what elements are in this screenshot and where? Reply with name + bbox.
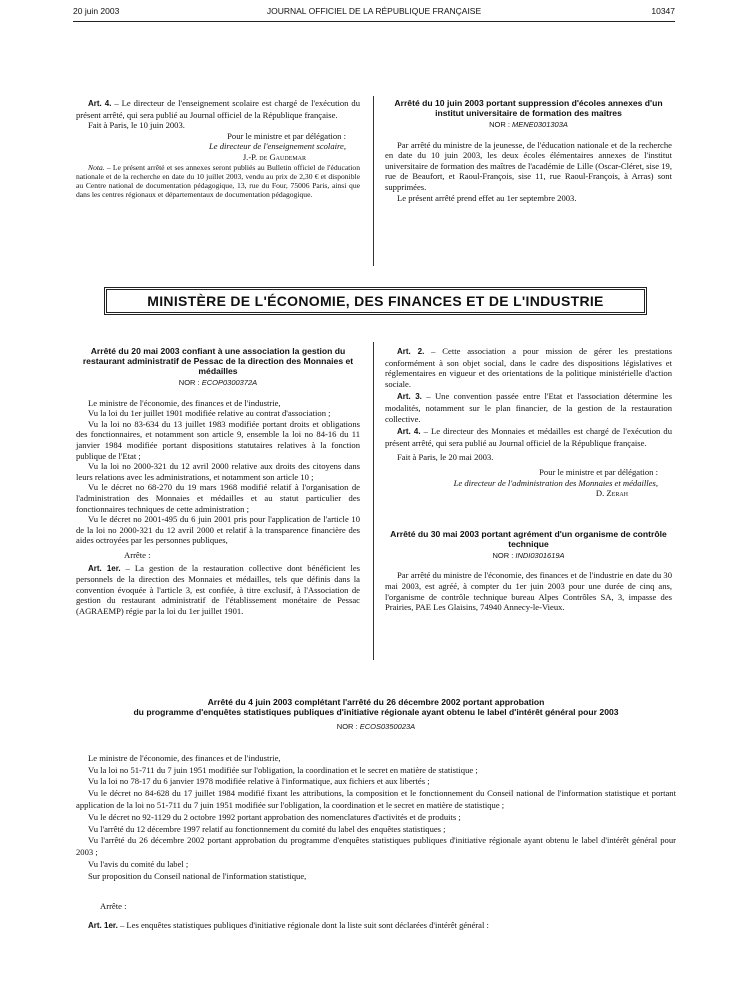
decree-paragraph: Vu la loi no 83-634 du 13 juillet 1983 modifiée portant droits et obligations des fonctionnaires, et notamment son article 9, ensemble la loi no 84-16 du 11 janvier 1984 modifiée portant dispositions statutaires relatives à la fonction publique de l'Etat ;	[76, 418, 360, 461]
article-text: – La gestion de la restauration collective dont bénéficient les personnels de la direction des Monnaies et médailles, tels que définis dans la convention évoquée à l'article 3, est confiée, à titre exclusif, à l'Association de gestion du restaurant administratif de l'établissement monétaire de Pessac (AGRAEMP) régie par la loi du 1er juillet 1901.	[76, 562, 360, 616]
signature-line: Pour le ministre et par délégation :	[227, 130, 346, 141]
signature-line: Pour le ministre et par délégation :	[539, 466, 658, 477]
decree-paragraph: Vu la loi no 78-17 du 6 janvier 1978 modifiée relative à l'informatique, aux fichiers et aux libertés ;	[88, 776, 430, 787]
decree-paragraph: Par arrêté du ministre de la jeunesse, de l'éducation nationale et de la recherche en date du 10 juin 2003, les deux écoles élémentaires annexes de l'institut universitaire de formation des maîtres de l'académie de Lille (Oscar-Cléret, sise 19, rue de Beaufort, et Raoul-François, sise 11, rue Raoul-François, à Arras) sont supprimées.	[385, 139, 672, 192]
decree-paragraph: Vu l'avis du comité du label ;	[88, 858, 189, 869]
done-at: Fait à Paris, le 10 juin 2003.	[88, 120, 185, 131]
decree-paragraph: Vu l'arrêté du 26 décembre 2002 portant approbation du programme d'enquêtes statistiques publiques d'initiative régionale ayant obtenu le label d'intérêt général pour 2003 ;	[76, 835, 676, 858]
done-at: Fait à Paris, le 20 mai 2003.	[397, 452, 494, 463]
decree-title: Arrêté du 10 juin 2003 portant suppression d'écoles annexes d'un institut universitaire de formation des maîtres	[394, 98, 663, 118]
mid-left-column	[76, 346, 360, 616]
article-label: Art. 3.	[397, 392, 422, 402]
decree-title-line: Arrêté du 4 juin 2003 complétant l'arrêté du 26 décembre 2002 portant approbation	[207, 697, 545, 707]
decree-paragraph: Sur proposition du Conseil national de l'information statistique,	[88, 870, 307, 881]
page-header	[73, 6, 675, 22]
nota-label: Nota.	[88, 162, 105, 172]
article-label: Art. 4.	[88, 99, 112, 108]
article-label: Art. 1er.	[88, 921, 118, 931]
decree-paragraph: Vu la loi no 51-711 du 7 juin 1951 modifiée sur l'obligation, la coordination et le secret en matière de statistique ;	[88, 764, 478, 775]
header-rule	[73, 21, 675, 22]
nor-reference: NOR : ECOS0350023A	[336, 722, 416, 731]
nota-text: – Le présent arrêté et ses annexes seront publiés au Bulletin officiel de l'éducation nationale et de la recherche en date du 10 juillet 2003, vendu au prix de 2,30 € et disponible au Centre national de documentation pédagogique, 13, rue du Four, 75006 Paris, ainsi que dans les centres régionaux et départementaux de documentation pédagogique.	[76, 162, 360, 200]
decree-paragraph: Vu le décret no 84-628 du 17 juillet 1984 modifié fixant les attributions, la composition et le fonctionnement du Conseil national de l'information statistique et portant application de la loi no 51-711 du 7 juin 1951 modifiée sur l'obligation, la coordination et le secret en matière de statistique ;	[76, 788, 676, 810]
mid-right-column	[385, 346, 672, 613]
article-label: Art. 4.	[397, 427, 421, 437]
decree-paragraph: Vu la loi du 1er juillet 1901 modifiée relative au contrat d'association ;	[88, 408, 331, 419]
article-label: Art. 1er.	[88, 563, 121, 573]
signature-title: Le directeur de l'enseignement scolaire,	[209, 141, 346, 152]
arrete-heading: Arrête :	[124, 549, 151, 560]
nota-paragraph	[76, 163, 360, 200]
decree-paragraph: Vu l'arrêté du 12 décembre 1997 relatif au fonctionnement du comité du label des enquêtes statistiques ;	[88, 823, 446, 834]
top-right-column	[385, 98, 672, 203]
arrete-heading: Arrête :	[100, 900, 127, 911]
decree-paragraph: Le ministre de l'économie, des finances et de l'industrie,	[88, 397, 281, 408]
decree-paragraph: Vu le décret no 68-270 du 19 mars 1968 modifié relatif à l'organisation de l'administration des Monnaies et médailles et au statut particulier des fonctionnaires techniques de cette administration ;	[76, 482, 360, 514]
decree-paragraph: Vu le décret no 2001-495 du 6 juin 2001 pris pour l'application de l'article 10 de la loi no 2000-321 du 12 avril 2000 et relatif à la transparence financière des aides octroyées par les personnes publiques,	[76, 514, 360, 546]
article-text: – Une convention passée entre l'Etat et l'association détermine les modalités, notamment sur le plan financier, de la gestion de la restauration collective.	[385, 391, 673, 424]
nor-reference: NOR : INDI0301619A	[492, 550, 565, 560]
signature-name: D. Zerah	[595, 488, 628, 499]
decree-title-line: du programme d'enquêtes statistiques publiques d'initiative régionale ayant obtenu le label d'intérêt général pour 2003	[133, 707, 619, 717]
column-divider	[373, 96, 374, 266]
header-page-number: 10347	[651, 6, 675, 16]
article-text: – Les enquêtes statistiques publiques d'initiative régionale dont la liste suit sont déclarées d'intérêt général :	[117, 920, 489, 931]
nor-reference: NOR : ECOP0300372A	[178, 378, 258, 387]
column-divider	[373, 342, 374, 660]
decree-paragraph: Vu la loi no 2000-321 du 12 avril 2000 relative aux droits des citoyens dans leurs relations avec les administrations, et notamment son article 10 ;	[76, 461, 360, 482]
article-text: – Le directeur des Monnaies et médailles est chargé de l'exécution du présent arrêté, qui sera publié au Journal officiel de la République française.	[385, 426, 673, 448]
decree-title: Arrêté du 20 mai 2003 confiant à une association la gestion du restaurant administratif de Pessac de la direction des Monnaies et médailles	[82, 346, 354, 376]
signature-block	[76, 131, 360, 163]
decree-paragraph: Par arrêté du ministre de l'économie, des finances et de l'industrie en date du 30 mai 2003, est agréé, à compter du 1er juin 2003 pour une durée de cinq ans, l'organisme de contrôle technique bureau Alpes Contrôles SA, 3, impasse des Prairies, PAE Les Glaisins, 74940 Annecy-le-Vieux.	[385, 570, 672, 613]
bottom-decree	[76, 697, 676, 932]
decree-paragraph: Le ministre de l'économie, des finances et de l'industrie,	[88, 752, 281, 763]
signature-name: J.-P. de Gaudemar	[242, 151, 306, 162]
nor-reference: NOR : MENE0301303A	[489, 120, 568, 129]
article-label: Art. 2.	[397, 347, 425, 356]
header-journal-title: JOURNAL OFFICIEL DE LA RÉPUBLIQUE FRANÇAISE	[266, 6, 482, 16]
signature-title: Le directeur de l'administration des Monnaies et médailles,	[453, 477, 658, 488]
article-text: – Cette association a pour mission de gérer les prestations conformément à son objet social, dans le cadre des dispositions législatives et réglementaires en vigueur et des orientations de la politique ministérielle d'action sociale.	[385, 346, 672, 389]
signature-block	[385, 467, 672, 499]
decree-paragraph: Le présent arrêté prend effet au 1er septembre 2003.	[397, 192, 577, 203]
decree-title: Arrêté du 30 mai 2003 portant agrément d'un organisme de contrôle technique	[390, 528, 667, 549]
top-left-column	[76, 98, 360, 199]
ministry-banner: MINISTÈRE DE L'ÉCONOMIE, DES FINANCES ET DE L'INDUSTRIE	[104, 287, 647, 315]
header-date: 20 juin 2003	[73, 6, 120, 16]
decree-paragraph: Vu le décret no 92-1129 du 2 octobre 1992 portant approbation des nomenclatures d'activités et de produits ;	[88, 811, 461, 822]
article-text: – Le directeur de l'enseignement scolaire est chargé de l'exécution du présent arrêté, qui sera publié au Journal officiel de la République française.	[76, 98, 361, 120]
